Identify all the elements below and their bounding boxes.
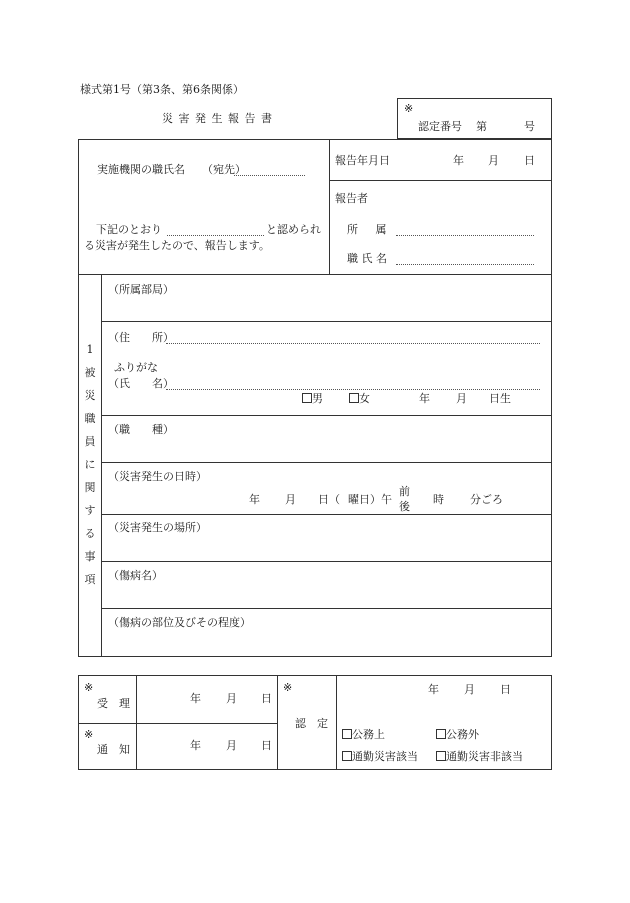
male-label: 男 xyxy=(312,392,323,405)
dt-am: 前 xyxy=(399,485,410,498)
approval-day: 日 xyxy=(500,683,511,696)
opt3-label: 通勤災害該当 xyxy=(352,750,418,763)
section1-heading-char: 関 xyxy=(84,481,96,494)
female-label: 女 xyxy=(359,392,370,405)
section1-heading-char: 1 xyxy=(86,343,94,356)
dt-day: 日（ xyxy=(318,493,340,506)
reporter-label: 報告者 xyxy=(335,192,368,205)
opt4-checkbox[interactable] xyxy=(436,751,446,761)
report-date-day: 日 xyxy=(524,154,535,167)
notice-year: 年 xyxy=(190,739,201,752)
birth-year: 年 xyxy=(419,392,430,405)
datetime-label: （災害発生の日時） xyxy=(108,470,207,483)
request-text-a: 下記のとおり xyxy=(96,223,162,236)
notice-day: 日 xyxy=(261,739,272,752)
receipt-year: 年 xyxy=(190,692,201,705)
section1-heading-char: 被 xyxy=(84,366,96,379)
opt2-label: 公務外 xyxy=(446,728,479,741)
report-date-year: 年 xyxy=(453,154,464,167)
opt3-checkbox[interactable] xyxy=(342,751,352,761)
dt-min: 分ごろ xyxy=(470,493,503,506)
opt1-checkbox[interactable] xyxy=(342,729,352,739)
injury-label: （傷病名） xyxy=(108,569,163,582)
male-checkbox[interactable] xyxy=(302,393,312,403)
opt2-checkbox[interactable] xyxy=(436,729,446,739)
notice-month: 月 xyxy=(226,739,237,752)
section1-heading-char: 災 xyxy=(84,389,96,402)
section1-heading-char: に xyxy=(84,458,96,471)
top-form-block xyxy=(78,139,552,275)
reporter-dept-label: 所 属 xyxy=(347,223,387,236)
dt-pm: 後 xyxy=(399,500,410,513)
opt1-label: 公務上 xyxy=(352,728,385,741)
reporter-name-label: 職 氏 名 xyxy=(347,252,387,265)
cert-mark: ※ xyxy=(404,102,414,115)
female-checkbox[interactable] xyxy=(349,393,359,403)
section1-heading-char: 員 xyxy=(84,435,96,448)
report-date-label: 報告年月日 xyxy=(335,154,390,167)
section1-heading-char: 項 xyxy=(84,573,96,586)
reporter-dept-field[interactable] xyxy=(396,235,534,236)
addressee-field[interactable] xyxy=(234,175,305,176)
section1-heading-char: 事 xyxy=(84,550,96,563)
addressee-suffix: （宛先） xyxy=(202,163,246,176)
reporter-name-field[interactable] xyxy=(396,264,534,265)
cert-label: 認定番号 xyxy=(418,120,462,133)
form-id: 様式第1号（第3条、第6条関係） xyxy=(80,83,244,96)
dept-label: （所属部局） xyxy=(108,283,174,296)
name-field[interactable] xyxy=(166,389,540,390)
receipt-month: 月 xyxy=(226,692,237,705)
name-label: （氏 名） xyxy=(108,377,174,390)
report-date-month: 月 xyxy=(488,154,499,167)
address-field[interactable] xyxy=(166,343,540,344)
cert-pre: 第 xyxy=(476,120,487,133)
approval-label: 認 定 xyxy=(295,717,328,730)
notice-label: 通 知 xyxy=(97,743,130,756)
receipt-mark: ※ xyxy=(84,681,94,694)
injury-part-label: （傷病の部位及びその程度） xyxy=(108,616,251,629)
dt-hour: 時 xyxy=(433,493,444,506)
receipt-day: 日 xyxy=(261,692,272,705)
section1-heading-char: る xyxy=(84,527,96,540)
approval-month: 月 xyxy=(464,683,475,696)
receipt-label: 受 理 xyxy=(97,697,130,710)
addressee-label: 実施機関の職氏名 xyxy=(97,163,185,176)
place-label: （災害発生の場所） xyxy=(108,521,207,534)
approval-mark: ※ xyxy=(283,681,293,694)
request-field[interactable] xyxy=(167,235,264,236)
section1-heading-char: す xyxy=(84,504,96,517)
approval-year: 年 xyxy=(428,683,439,696)
dt-month: 月 xyxy=(285,493,296,506)
address-label: （住 所） xyxy=(108,331,174,344)
dt-dow: 曜日）午 xyxy=(348,493,392,506)
birth-month: 月 xyxy=(456,392,467,405)
section1-heading-char: 職 xyxy=(84,412,96,425)
dt-year: 年 xyxy=(249,493,260,506)
birth-day: 日生 xyxy=(489,392,511,405)
request-text-b: と認められ xyxy=(266,223,321,236)
cert-post: 号 xyxy=(524,120,535,133)
request-text-line2: る災害が発生したので、報告します。 xyxy=(84,239,270,252)
opt4-label: 通勤災害非該当 xyxy=(446,750,523,763)
job-label: （職 種） xyxy=(108,423,174,436)
notice-mark: ※ xyxy=(84,728,94,741)
document-title: 災 害 発 生 報 告 書 xyxy=(162,112,273,125)
furigana-label: ふりがな xyxy=(114,361,158,374)
